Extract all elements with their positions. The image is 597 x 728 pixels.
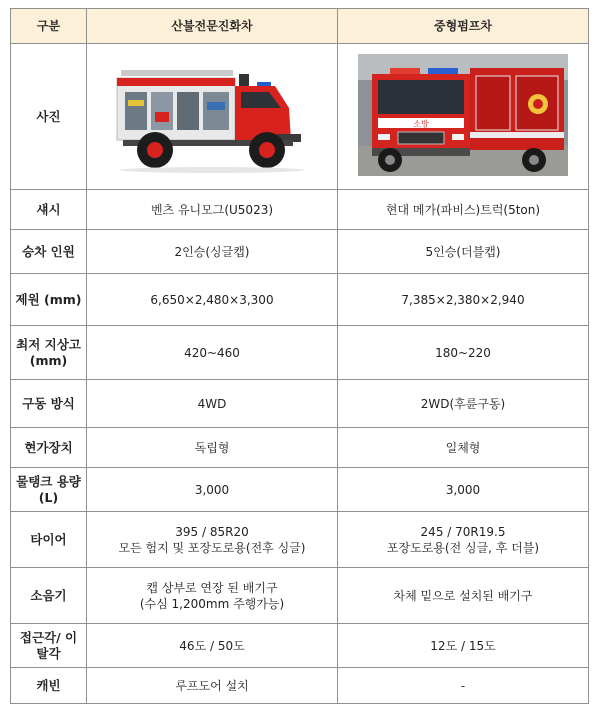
photo-cell-a (87, 44, 338, 190)
table-row (11, 274, 589, 326)
photo-row (11, 44, 589, 190)
row-label: 소음기 (11, 568, 87, 624)
table-row (11, 230, 589, 274)
cell-a: 4WD (87, 380, 338, 428)
cell-a: 루프도어 설치 (87, 668, 338, 704)
cell-a: 벤츠 유니모그(U5023) (87, 190, 338, 230)
spec-comparison-table (10, 8, 589, 704)
cell-a: 46도 / 50도 (87, 624, 338, 668)
row-label: 타이어 (11, 512, 87, 568)
cell-a: 395 / 85R20 모든 험지 및 포장도로용(전후 싱글) (87, 512, 338, 568)
photo-label: 사진 (11, 44, 87, 190)
truck-door-text: 소방 (413, 119, 429, 128)
cell-a: 3,000 (87, 468, 338, 512)
table-row (11, 326, 589, 380)
row-label: 승차 인원 (11, 230, 87, 274)
table-row (11, 624, 589, 668)
table-row (11, 468, 589, 512)
row-label: 섀시 (11, 190, 87, 230)
table-row (11, 380, 589, 428)
row-label: 현가장치 (11, 428, 87, 468)
row-label: 최저 지상고 (mm) (11, 326, 87, 380)
header-category: 구분 (11, 9, 87, 44)
row-label: 제원 (mm) (11, 274, 87, 326)
table-row (11, 190, 589, 230)
cell-b: 일체형 (338, 428, 589, 468)
cell-a: 캡 상부로 연장 된 배기구 (수심 1,200mm 주행가능) (87, 568, 338, 624)
table-row (11, 512, 589, 568)
cell-a: 독립형 (87, 428, 338, 468)
cell-a: 2인승(싱글캡) (87, 230, 338, 274)
cell-b: 12도 / 15도 (338, 624, 589, 668)
table-header-row (11, 9, 589, 44)
photo-cell-b (338, 44, 589, 190)
header-forest-fire-truck: 산불전문진화차 (87, 9, 338, 44)
medium-pump-truck-photo (358, 54, 568, 176)
row-label: 구동 방식 (11, 380, 87, 428)
table-row (11, 668, 589, 704)
cell-b: 3,000 (338, 468, 589, 512)
cell-b: 현대 메가(파비스)트럭(5ton) (338, 190, 589, 230)
cell-a: 6,650×2,480×3,300 (87, 274, 338, 326)
header-medium-pump-truck: 중형펌프차 (338, 9, 589, 44)
cell-b: 7,385×2,380×2,940 (338, 274, 589, 326)
cell-b: 180~220 (338, 326, 589, 380)
cell-b: 차체 밑으로 설치된 배기구 (338, 568, 589, 624)
cell-b: 5인승(더블캡) (338, 230, 589, 274)
forest-fire-truck-photo (107, 56, 317, 174)
cell-b: 2WD(후륜구동) (338, 380, 589, 428)
cell-b: 245 / 70R19.5 포장도로용(전 싱글, 후 더블) (338, 512, 589, 568)
cell-a: 420~460 (87, 326, 338, 380)
row-label: 물탱크 용량(L) (11, 468, 87, 512)
table-row (11, 428, 589, 468)
row-label: 캐빈 (11, 668, 87, 704)
table-row (11, 568, 589, 624)
cell-b: - (338, 668, 589, 704)
row-label: 접근각/ 이탈각 (11, 624, 87, 668)
